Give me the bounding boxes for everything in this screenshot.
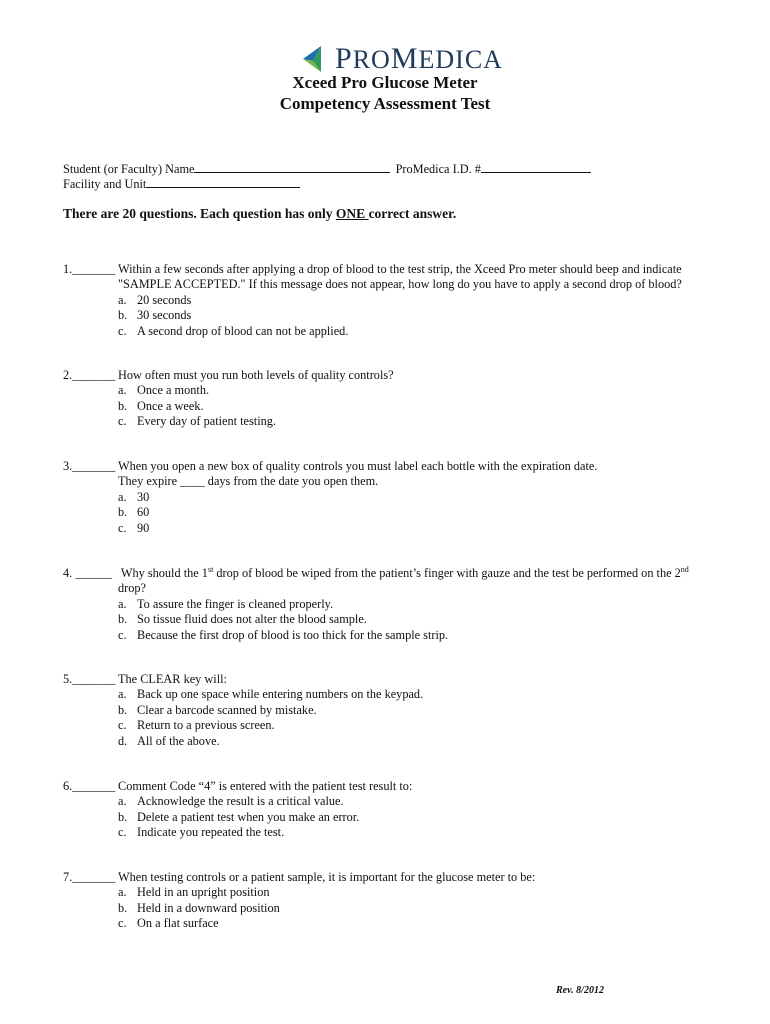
question-text: When you open a new box of quality controls you must label each bottle with the expiration date. [118,459,598,473]
name-label: Student (or Faculty) Name [63,162,195,176]
question-text: The CLEAR key will: [118,672,227,686]
question-text: Comment Code “4” is entered with the patient test result to: [118,779,413,793]
option: a. 20 seconds [118,292,192,307]
option: a. 30 [118,489,150,504]
instructions-text: There are 20 questions. Each question has only [63,206,336,221]
question-text: When testing controls or a patient sample, it is important for the glucose meter to be: [118,870,536,884]
question-3 [63,459,597,536]
logo-wordmark: PROMEDICA [335,42,503,75]
revision-date: Rev. 8/2012 [556,985,604,996]
instructions-text-end: correct answer. [368,206,457,221]
answer-blank[interactable]: 5._______ [63,672,116,686]
option: c. Return to a previous screen. [118,718,275,733]
option: b. Clear a barcode scanned by mistake. [118,702,317,717]
option: b. Once a week. [118,398,204,413]
question-text: Within a few seconds after applying a drop of blood to the test strip, the Xceed Pro meter should beep and indicate [118,262,682,276]
option: a. Back up one space while entering numbers on the keypad. [118,687,424,702]
answer-blank[interactable]: 6._______ [63,779,116,793]
option: c. On a flat surface [118,916,219,931]
question-text-cont: They expire ____ days from the date you open them. [118,474,379,489]
option: c. A second drop of blood can not be applied. [118,323,349,338]
id-label: ProMedica I.D. # [395,162,481,176]
promedica-logo [299,42,503,76]
option: b. 30 seconds [118,308,192,323]
option: b. Held in a downward position [118,900,280,915]
option: a. To assure the finger is cleaned properly. [118,596,334,611]
question-text: How often must you run both levels of quality controls? [118,368,394,382]
option: c. 90 [118,520,150,535]
id-field[interactable] [481,161,591,173]
answer-blank[interactable]: 3._______ [63,459,116,473]
option: c. Every day of patient testing. [118,414,276,429]
option: a. Acknowledge the result is a critical value. [118,794,344,809]
question-5 [63,672,423,749]
facility-row [63,176,300,192]
option: b. 60 [118,505,150,520]
instructions [63,206,456,222]
promedica-mark-icon [299,44,329,74]
question-1 [63,262,682,339]
facility-label: Facility and Unit [63,177,147,191]
name-id-row [63,161,591,177]
question-7 [63,870,535,932]
option: c. Because the first drop of blood is too thick for the sample strip. [118,627,449,642]
question-2 [63,368,394,430]
question-text: Why should the 1st drop of blood be wiped from the patient’s finger with gauze and the test be performed on the 2nd [118,564,689,580]
answer-blank[interactable]: 4. ______ [63,566,113,580]
instructions-emphasis: ONE [335,206,369,221]
option: c. Indicate you repeated the test. [118,825,285,840]
name-field[interactable] [194,161,390,173]
option: b. So tissue fluid does not alter the blood sample. [118,612,367,627]
answer-blank[interactable]: 2._______ [63,368,116,382]
title-line-2: Competency Assessment Test [279,94,491,113]
title-line-1: Xceed Pro Glucose Meter [292,73,478,92]
option: a. Held in an upright position [118,885,270,900]
question-6 [63,779,412,841]
question-4 [63,566,689,643]
facility-field[interactable] [146,176,300,188]
answer-blank[interactable]: 7._______ [63,870,116,884]
question-text-cont: "SAMPLE ACCEPTED." If this message does not appear, how long do you have to apply a second drop of blood? [118,277,682,292]
option: b. Delete a patient test when you make an error. [118,809,360,824]
option: d. All of the above. [118,733,220,748]
option: a. Once a month. [118,383,210,398]
answer-blank[interactable]: 1._______ [63,262,116,276]
question-text-cont: drop? [118,581,146,596]
